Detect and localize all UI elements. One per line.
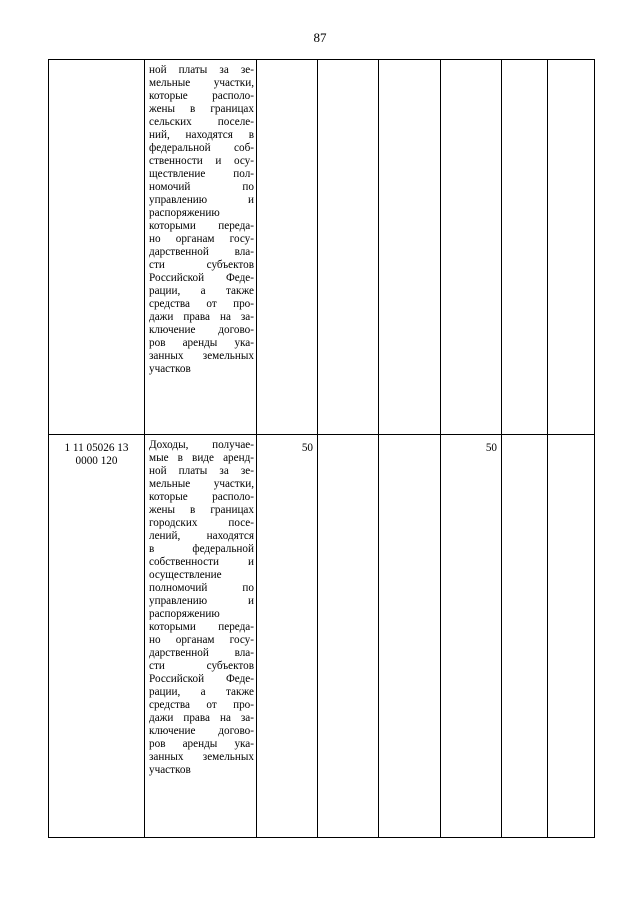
description-line: ров аренды ука- xyxy=(149,337,254,349)
value-cell xyxy=(257,60,318,435)
value-cell xyxy=(318,60,379,435)
value-cell xyxy=(502,435,548,838)
description-line: сельских поселе- xyxy=(149,116,254,128)
description-line: ществление пол- xyxy=(149,168,254,180)
table-row xyxy=(49,60,595,435)
description-line: Российской Феде- xyxy=(149,673,254,685)
description-line: средства от про- xyxy=(149,699,254,711)
budget-code-cell xyxy=(49,60,145,435)
description-line: мельные участки, xyxy=(149,77,254,89)
budget-table xyxy=(48,59,595,838)
description-line: осуществление xyxy=(149,569,222,581)
description-line: управлению и xyxy=(149,595,254,607)
description-line: ной платы за зе- xyxy=(149,64,254,76)
description-line: дажи права на за- xyxy=(149,311,254,323)
description-line: мые в виде аренд- xyxy=(149,452,254,464)
description-line: ключение догово- xyxy=(149,725,254,737)
description-line: в федеральной xyxy=(149,543,254,555)
description-line: занных земельных xyxy=(149,751,254,763)
description-line: но органам госу- xyxy=(149,634,254,646)
value-cell xyxy=(502,60,548,435)
description-line: которыми переда- xyxy=(149,621,254,633)
description-line: которые располо- xyxy=(149,491,254,503)
description-line: занных земельных xyxy=(149,350,254,362)
description-line: ключение догово- xyxy=(149,324,254,336)
description-line: жены в границах xyxy=(149,103,254,115)
description-line: полномочий по xyxy=(149,582,254,594)
description-line: которыми переда- xyxy=(149,220,254,232)
description-line: ров аренды ука- xyxy=(149,738,254,750)
description-line: участков xyxy=(149,764,191,776)
value-cell xyxy=(441,60,502,435)
description-line: сти субъектов xyxy=(149,259,254,271)
description-line: дажи права на за- xyxy=(149,712,254,724)
budget-code-line: 1 11 05026 13 xyxy=(64,442,129,454)
description-line: собственности и xyxy=(149,556,254,568)
description-line: которые располо- xyxy=(149,90,254,102)
description-line: ственности и осу- xyxy=(149,155,254,167)
page-number: 87 xyxy=(313,30,327,45)
description-line: лений, находятся xyxy=(149,530,254,542)
description-line: Российской Феде- xyxy=(149,272,254,284)
value-cell: 50 xyxy=(257,435,318,838)
description-line: сти субъектов xyxy=(149,660,254,672)
description-line: городских посе- xyxy=(149,517,254,529)
description-line: участков xyxy=(149,363,191,375)
description-line: управлению и xyxy=(149,194,254,206)
description-line: номочий по xyxy=(149,181,254,193)
value-cell: 50 xyxy=(441,435,502,838)
value-cell xyxy=(548,60,595,435)
description-line: Доходы, получае- xyxy=(149,439,254,451)
description-line: жены в границах xyxy=(149,504,254,516)
description-line: федеральной соб- xyxy=(149,142,254,154)
description-line: ной платы за зе- xyxy=(149,465,254,477)
description-line: распоряжению xyxy=(149,207,220,219)
description-line: распоряжению xyxy=(149,608,220,620)
description-line: рации, а также xyxy=(149,285,254,297)
description-line: но органам госу- xyxy=(149,233,254,245)
value-cell xyxy=(318,435,379,838)
description-line: рации, а также xyxy=(149,686,254,698)
table-row xyxy=(49,435,595,838)
description-line: мельные участки, xyxy=(149,478,254,490)
budget-code-cell xyxy=(49,435,145,838)
description-line: дарственной вла- xyxy=(149,647,254,659)
budget-code-line: 0000 120 xyxy=(75,455,118,467)
value-cell xyxy=(548,435,595,838)
description-cell xyxy=(145,60,257,435)
description-line: ний, находятся в xyxy=(149,129,254,141)
description-line: средства от про- xyxy=(149,298,254,310)
description-line: дарственной вла- xyxy=(149,246,254,258)
value-cell xyxy=(379,435,441,838)
description-cell xyxy=(145,435,257,838)
value-cell xyxy=(379,60,441,435)
